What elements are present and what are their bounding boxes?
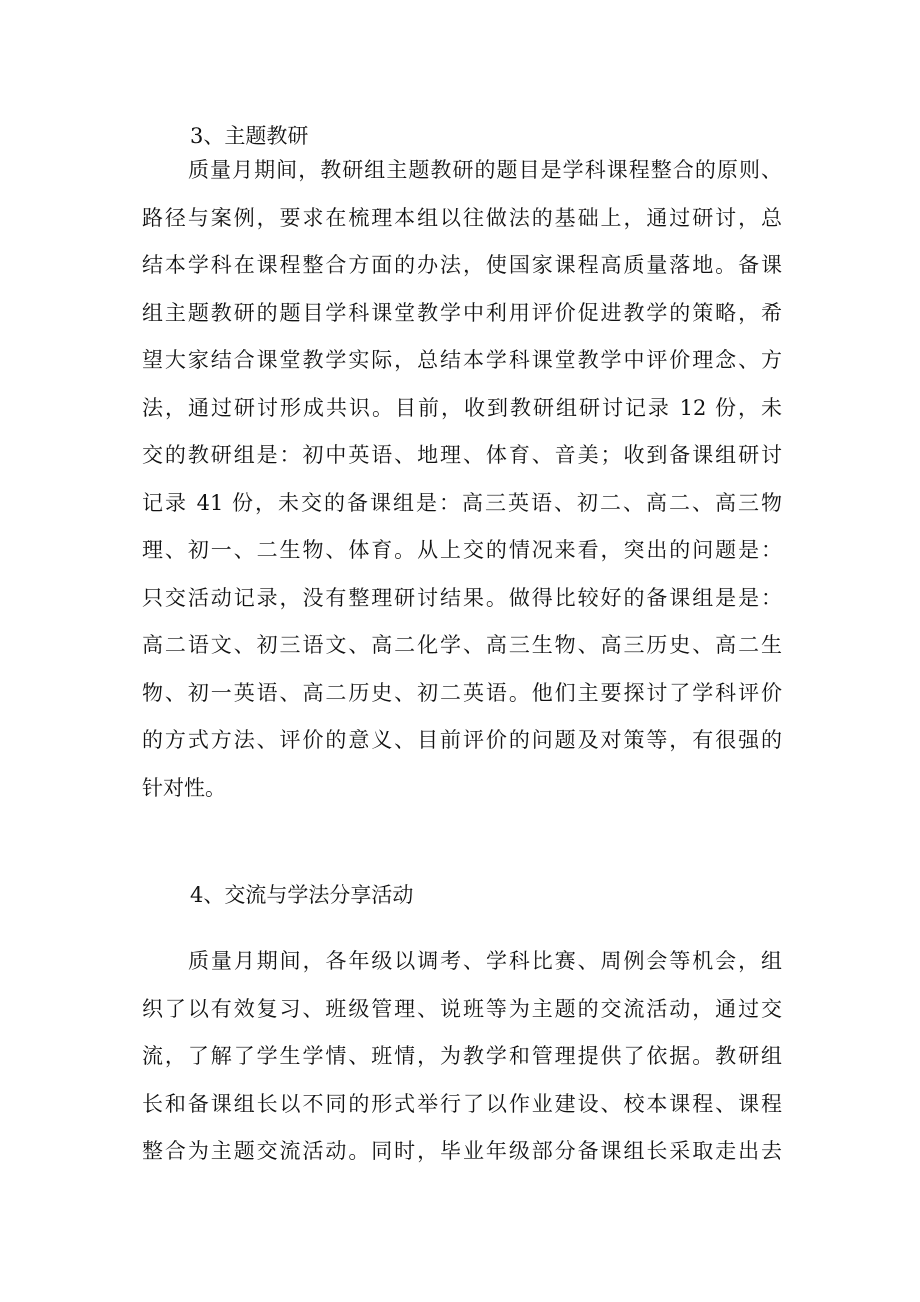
paragraph-line: 长和备课组长以不同的形式举行了以作业建设、校本课程、课程 <box>142 1091 782 1116</box>
paragraph-line: 交的教研组是：初中英语、地理、体育、音美；收到备课组研讨 <box>142 443 782 467</box>
paragraph-line: 结本学科在课程整合方面的办法，使国家课程高质量落地。备课 <box>142 253 782 277</box>
section-3-paragraph <box>142 155 782 820</box>
paragraph-line: 质量月期间，教研组主题教研的题目是学科课程整合的原则、 <box>188 158 782 182</box>
paragraph-line: 的方式方法、评价的意义、目前评价的问题及对策等，有很强的 <box>142 728 782 752</box>
paragraph-line: 物、初一英语、高二历史、初二英语。他们主要探讨了学科评价 <box>142 680 782 705</box>
section-3-heading: 3、主题教研 <box>190 124 309 148</box>
paragraph-line: 织了以有效复习、班级管理、说班等为主题的交流活动，通过交 <box>142 996 782 1021</box>
paragraph-line: 记录 41 份，未交的备课组是：高三英语、初二、高二、高三物 <box>142 490 782 515</box>
paragraph-line: 流，了解了学生学情、班情，为教学和管理提供了依据。教研组 <box>142 1044 782 1068</box>
section-4-paragraph <box>142 946 782 1184</box>
paragraph-line: 望大家结合课堂教学实际，总结本学科课堂教学中评价理念、方 <box>142 348 782 372</box>
paragraph-line: 路径与案例，要求在梳理本组以往做法的基础上，通过研讨，总 <box>142 205 782 230</box>
section-4-heading: 4、交流与学法分享活动 <box>190 883 414 907</box>
paragraph-line: 组主题教研的题目学科课堂教学中利用评价促进教学的策略，希 <box>142 300 782 325</box>
paragraph-line: 质量月期间，各年级以调考、学科比赛、周例会等机会，组 <box>188 949 782 973</box>
paragraph-line: 法，通过研讨形成共识。目前，收到教研组研讨记录 12 份，未 <box>142 395 782 420</box>
paragraph-line: 高二语文、初三语文、高二化学、高三生物、高三历史、高二生 <box>142 633 782 657</box>
paragraph-line: 针对性。 <box>142 775 226 800</box>
paragraph-line: 理、初一、二生物、体育。从上交的情况来看，突出的问题是： <box>142 538 782 562</box>
paragraph-line: 只交活动记录，没有整理研讨结果。做得比较好的备课组是是： <box>142 585 782 610</box>
paragraph-line: 整合为主题交流活动。同时，毕业年级部分备课组长采取走出去 <box>142 1139 782 1163</box>
